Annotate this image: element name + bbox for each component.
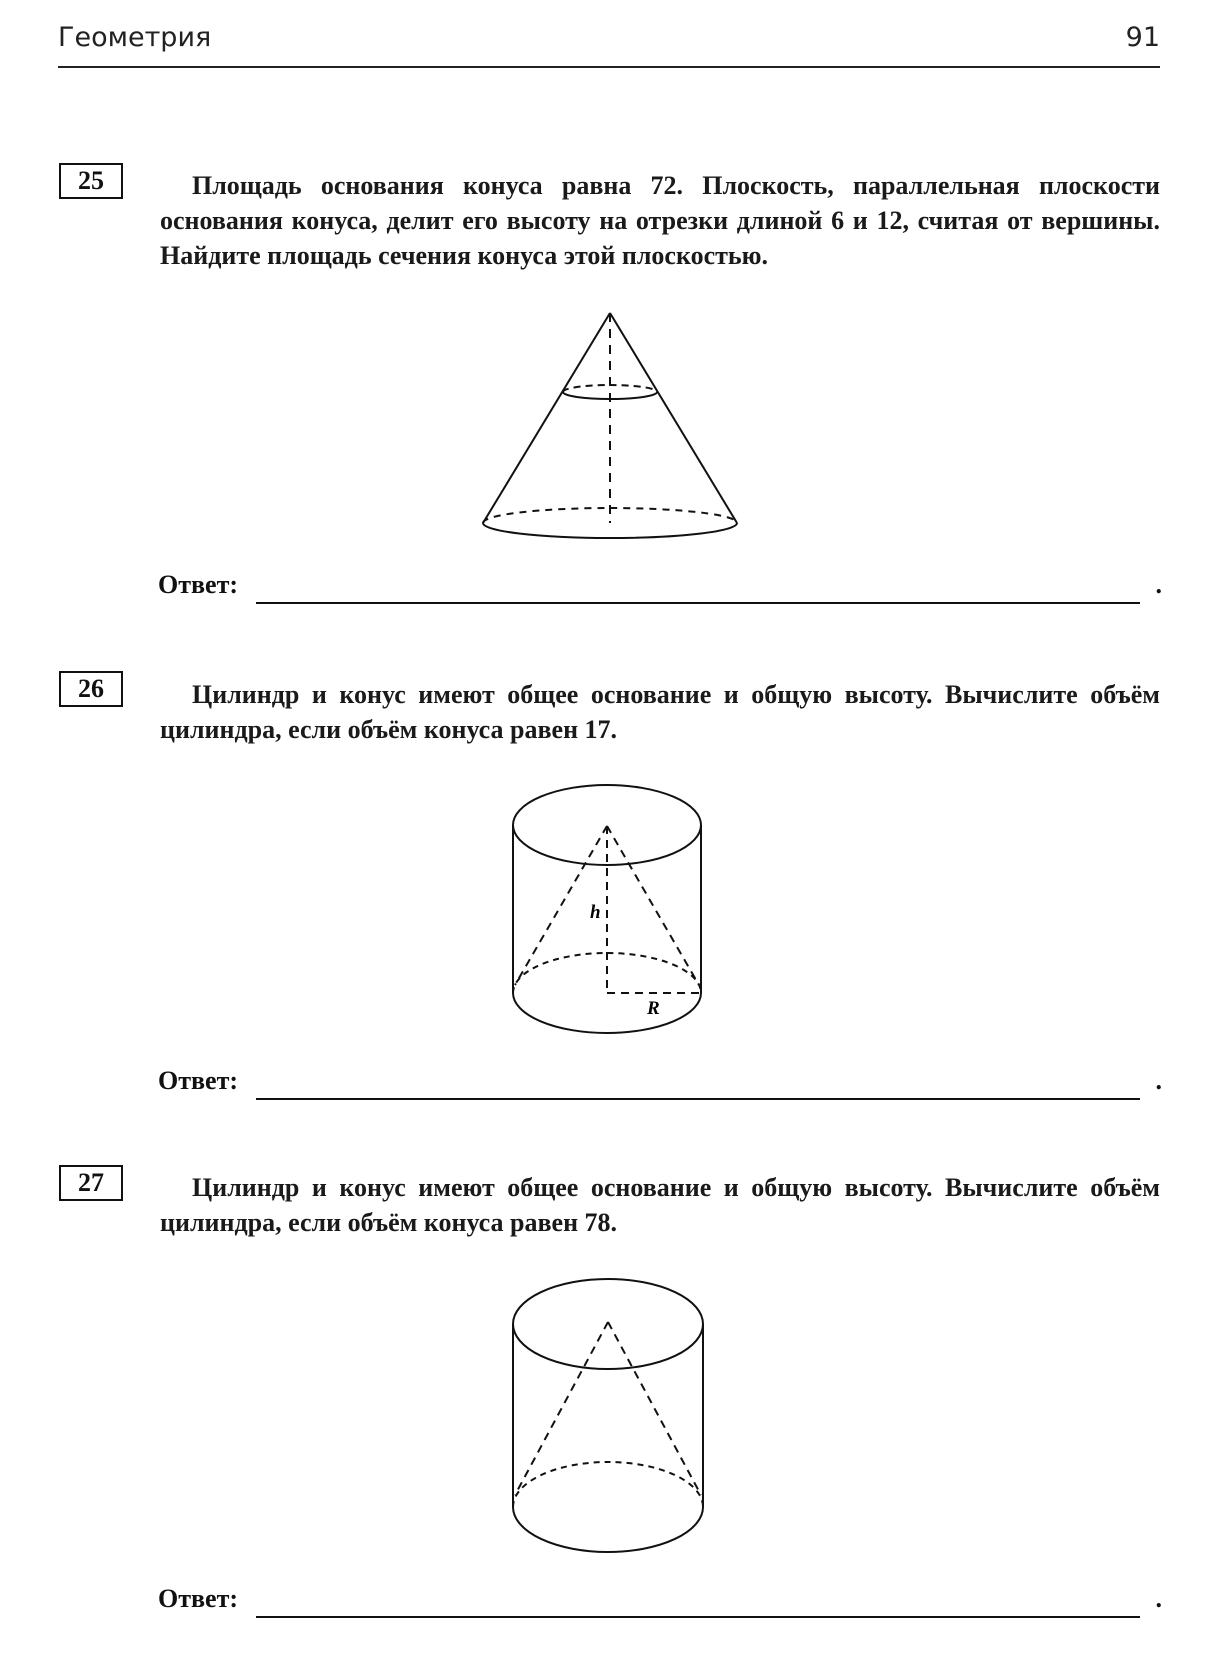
radius-label: R (647, 998, 660, 1019)
task-text-26: Цилиндр и конус имеют общее основание и общую высоту. Вычислите объём цилиндра, если объём конуса равен 17. (160, 680, 1160, 744)
task-number-26: 26 (59, 671, 123, 707)
answer-row-25 (158, 570, 1162, 610)
answer-label-26: Ответ: (158, 1066, 239, 1095)
answer-terminator-25: . (1155, 570, 1162, 599)
cone-figure-25 (483, 313, 737, 538)
answer-terminator-26: . (1155, 1066, 1162, 1095)
answer-field-27[interactable] (256, 1616, 1140, 1618)
task-number-27: 27 (59, 1165, 123, 1201)
cylinder-cone-figure-27 (513, 1279, 703, 1552)
answer-row-27 (158, 1584, 1162, 1624)
page-number: 91 (1125, 22, 1160, 53)
answer-label-25: Ответ: (158, 570, 239, 599)
answer-label-27: Ответ: (158, 1584, 239, 1613)
answer-field-26[interactable] (256, 1098, 1140, 1100)
task-number-25: 25 (59, 163, 123, 199)
cylinder-cone-figure-26 (513, 785, 701, 1033)
header-title: Геометрия (58, 22, 212, 53)
task-text-25: Площадь основания конуса равна 72. Плоскость, параллельная плоскости основания конуса, делит его высоту на отрезки длиной 6 и 12, считая от вершины. Найдите площадь сечения конуса этой плоскостью. (160, 171, 1160, 270)
answer-field-25[interactable] (256, 602, 1140, 604)
answer-row-26 (158, 1066, 1162, 1106)
answer-terminator-27: . (1155, 1584, 1162, 1613)
task-text-27: Цилиндр и конус имеют общее основание и общую высоту. Вычислите объём цилиндра, если объём конуса равен 78. (160, 1173, 1160, 1237)
height-label: h (590, 902, 601, 923)
